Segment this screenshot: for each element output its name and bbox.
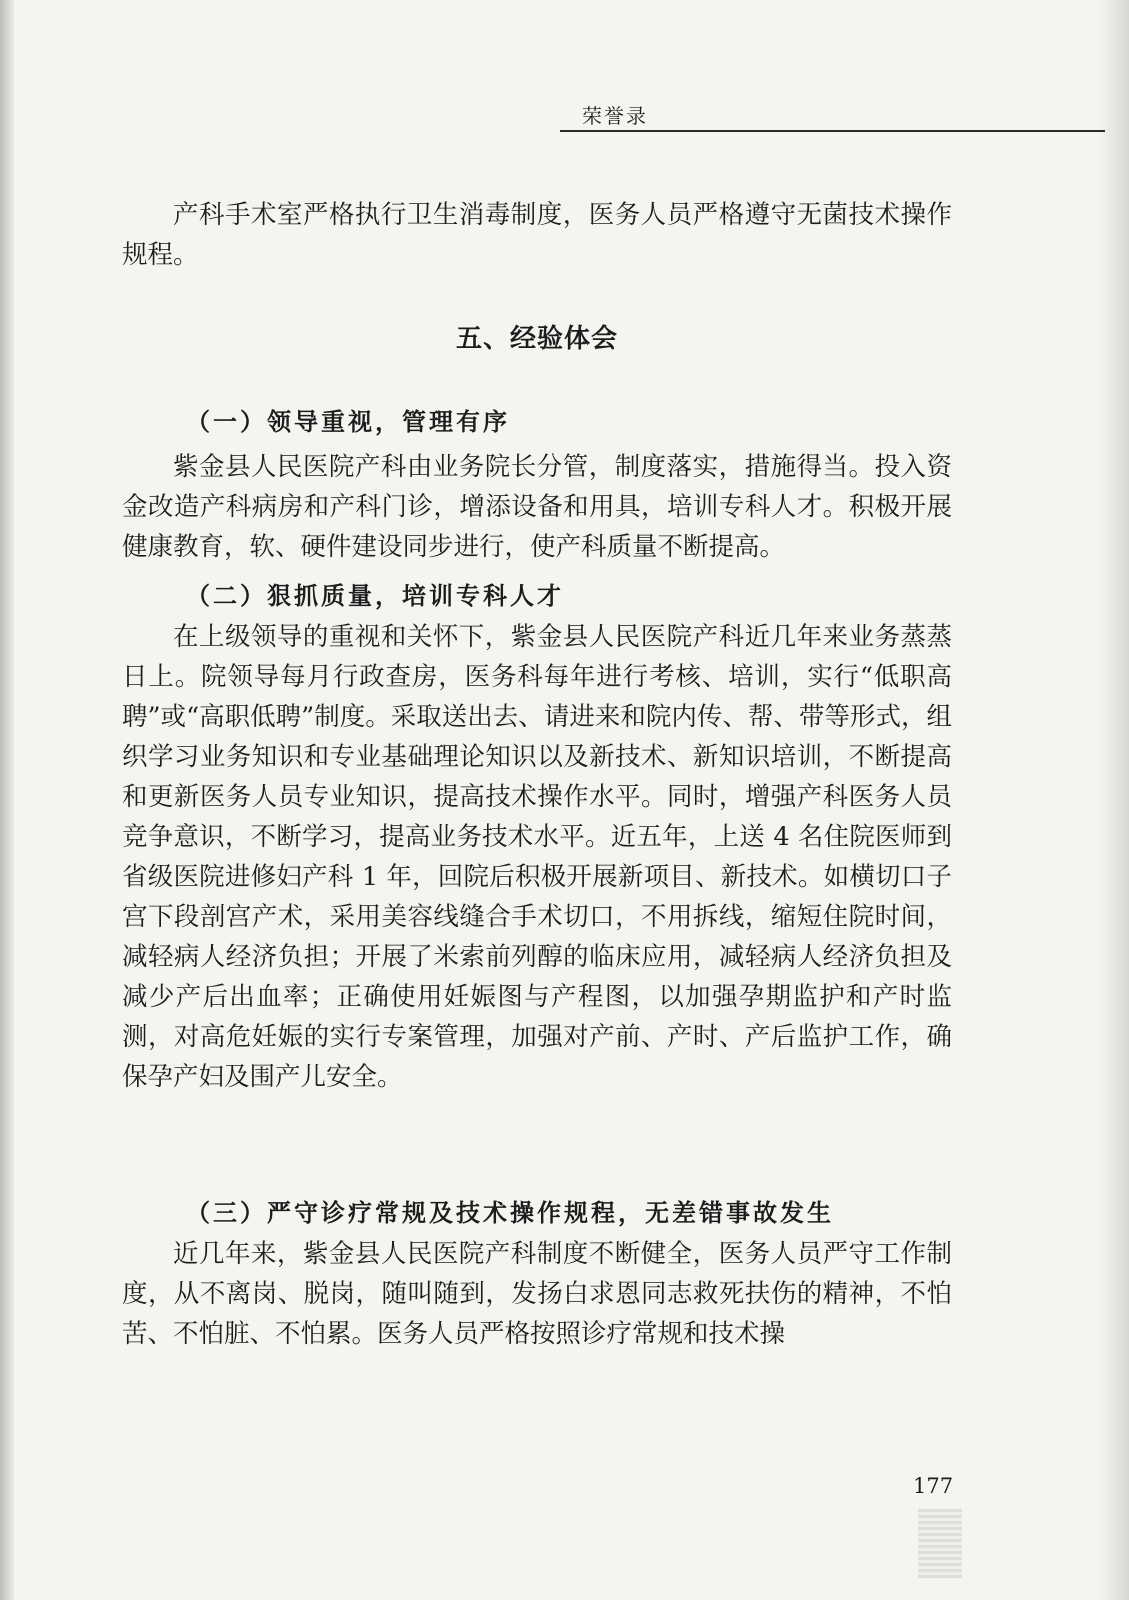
- subheading-1: （一）领导重视，管理有序: [186, 408, 510, 436]
- page-number: 177: [913, 1474, 954, 1498]
- paragraph-1: 紫金县人民医院产科由业务院长分管，制度落实，措施得当。投入资金改造产科病房和产科门诊，增添设备和用具，培训专科人才。积极开展健康教育，软、硬件建设同步进行，使产科质量不断提高。: [122, 452, 952, 562]
- header-rule: [560, 130, 1105, 132]
- running-header-area: [560, 100, 1105, 132]
- paragraph-3: 近几年来，紫金县人民医院产科制度不断健全，医务人员严守工作制度，从不离岗、脱岗，随叫随到，发扬白求恩同志救死扶伤的精神，不怕苦、不怕脏、不怕累。医务人员严格按照诊疗常规和技术操: [122, 1239, 952, 1349]
- scan-corner-mark: [918, 1508, 962, 1578]
- running-header-title: 荣誉录: [582, 104, 648, 128]
- paragraph-intro: 产科手术室严格执行卫生消毒制度，医务人员严格遵守无菌技术操作规程。: [122, 200, 952, 270]
- page-shadow-right: [1099, 0, 1129, 1600]
- subheading-3: （三）严守诊疗常规及技术操作规程，无差错事故发生: [186, 1199, 834, 1227]
- page-shadow-left: [0, 0, 14, 1600]
- subheading-2: （二）狠抓质量，培训专科人才: [186, 582, 564, 610]
- section-title: 五、经验体会: [455, 324, 618, 354]
- paragraph-2: 在上级领导的重视和关怀下，紫金县人民医院产科近几年来业务蒸蒸日上。院领导每月行政查房，医务科每年进行考核、培训，实行“低职高聘”或“高职低聘”制度。采取送出去、请进来和院内传、帮、带等形式，组织学习业务知识和专业基础理论知识以及新技术、新知识培训，不断提高和更新医务人员专业知识，提高技术操作水平。同时，增强产科医务人员竞争意识，不断学习，提高业务技术水平。近五年，上送 4 名住院医师到省级医院进修妇产科 1 年，回院后积极开展新项目、新技术。如横切口子宫下段剖宫产术，采用美容线缝合手术切口，不用拆线，缩短住院时间，减轻病人经济负担；开展了米索前列醇的临床应用，减轻病人经济负担及减少产后出血率；正确使用妊娠图与产程图，以加强孕期监护和产时监测，对高危妊娠的实行专案管理，加强对产前、产时、产后监护工作，确保孕产妇及围产儿安全。: [122, 622, 952, 1092]
